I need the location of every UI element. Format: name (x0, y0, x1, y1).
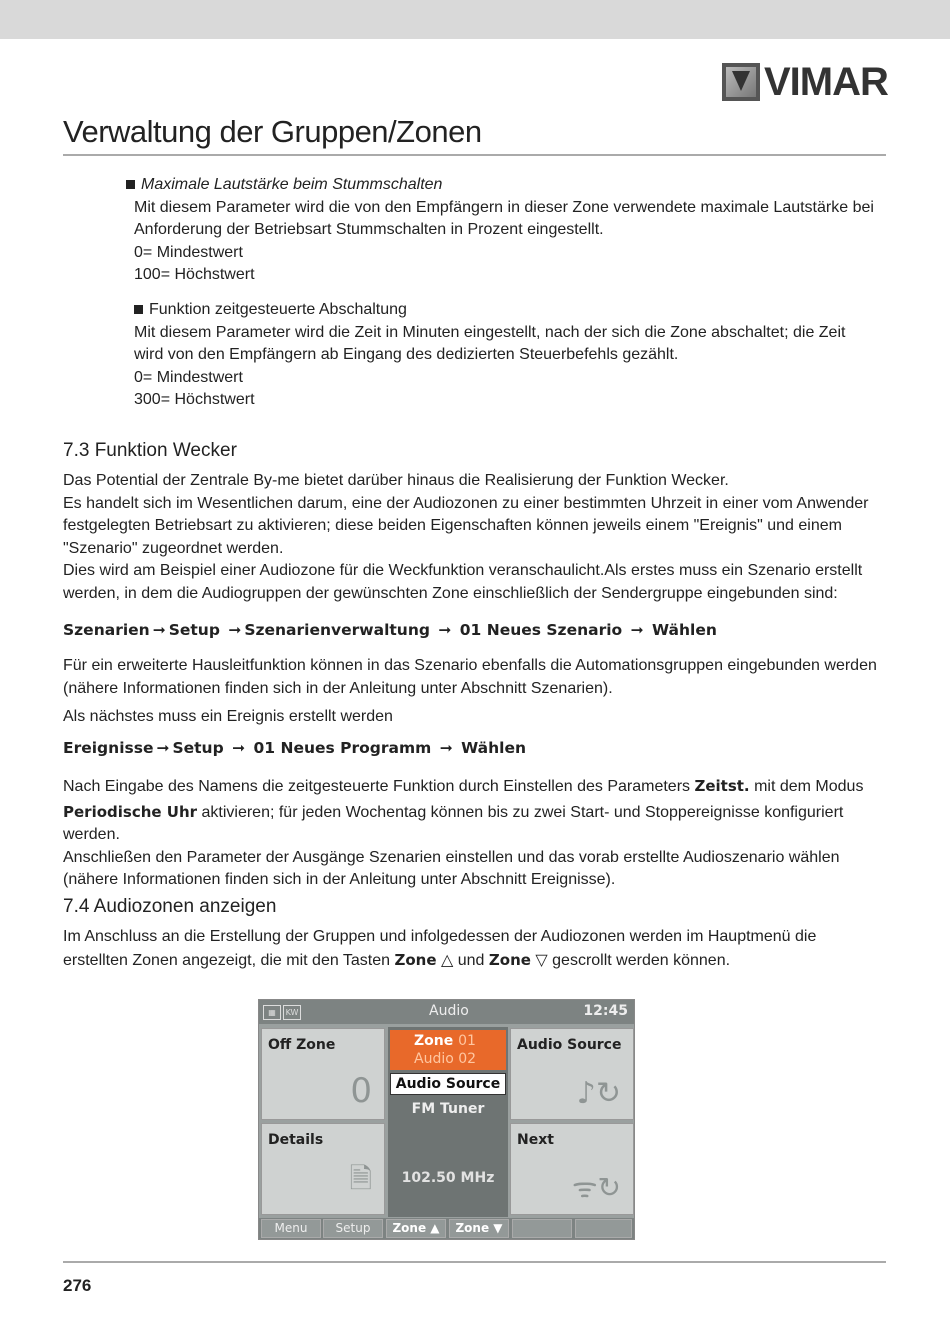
vimar-logo-icon (722, 63, 760, 101)
text-run: mit dem Modus (749, 778, 864, 795)
zone-number: 01 (458, 1033, 476, 1049)
text-run: die mit den Tasten (260, 951, 395, 969)
paragraph: Für ein erweiterte Hausleitfunktion können in das Szenario ebenfalls die Automationsgruppen eingebunden werden (nähere Informationen finden sich in der Anleitung unter Abschnitt Szenarien). (63, 657, 877, 697)
triangle-up-icon: △ (440, 951, 454, 969)
max-volume-min: 0= Mindestwert (134, 243, 243, 261)
text-run: gescrollt werden können. (547, 951, 731, 969)
zone-key: Zone (394, 950, 437, 969)
path-step: Wählen (461, 739, 526, 757)
text-run: aktivieren; für jeden Wochentag können bis zu zwei Start- und Stoppereignisse konfiguriert werden. (63, 803, 844, 843)
footer-divider (63, 1261, 886, 1263)
audio-source-tile[interactable] (510, 1028, 634, 1120)
zone-selector[interactable] (390, 1030, 506, 1070)
text-run: Im Anschluss an die Erstellung der Gruppen und infolgedessen der Audiozonen werden im Hauptmenü die erstellten Zonen angezeigt, (63, 928, 817, 969)
softkey-empty[interactable] (512, 1219, 572, 1238)
softkey-menu[interactable]: Menu (261, 1219, 321, 1238)
path-step: Setup (172, 739, 224, 757)
arrow-right-icon: ➞ (156, 739, 170, 757)
section-7-3-heading: 7.3 Funktion Wecker (63, 440, 237, 461)
menu-path-events (63, 739, 526, 757)
arrow-right-icon: ➞ (438, 621, 452, 639)
vimar-logo (722, 59, 888, 104)
softkey-zone-up[interactable]: Zone ▲ (386, 1219, 446, 1238)
zone-current (414, 1033, 476, 1049)
zone-panel (388, 1027, 508, 1217)
max-volume-section (134, 174, 879, 287)
path-step: Setup (168, 621, 220, 639)
timed-off-min: 0= Mindestwert (134, 368, 243, 386)
tile-label: Next (517, 1132, 554, 1148)
tile-label: Details (268, 1132, 324, 1148)
device-screen (258, 999, 635, 1240)
bullet-icon (126, 180, 135, 189)
grid-icon: ▦ (263, 1005, 281, 1020)
bullet-icon (134, 305, 143, 314)
timed-off-heading: Funktion zeitgesteuerte Abschaltung (149, 301, 407, 318)
kw-icon: KW (283, 1005, 301, 1020)
arrow-right-icon: ➞ (232, 739, 246, 757)
max-volume-text: Mit diesem Parameter wird die von den Empfängern in dieser Zone verwendete maximale Lautstärke bei Anforderung der Betriebsart Stummschalten in Prozent eingestellt. (134, 198, 874, 238)
tuner-frequency: 102.50 MHz (401, 1170, 495, 1186)
triangle-down-icon: ▽ (535, 951, 548, 969)
paragraph (63, 801, 878, 847)
section-7-3-text (63, 470, 878, 605)
timed-off-text: Mit diesem Parameter wird die Zeit in Minuten eingestellt, nach der sich die Zone abschaltet; die Zeit wird von den Empfängern ab Eingang des dedizierten Steuerbefehls gezählt. (134, 323, 846, 363)
top-bar (0, 0, 950, 39)
timed-off-max: 300= Höchstwert (134, 391, 255, 408)
paragraph: Anschließen den Parameter der Ausgänge Szenarien einstellen und das vorab erstellte Audioszenario wählen (nähere Informationen finden sich in der Anleitung unter Abschnitt Ereignisse). (63, 848, 840, 888)
timed-off-section (134, 299, 879, 412)
next-tile[interactable] (510, 1123, 634, 1215)
text-run: Nach Eingabe des Namens die zeitgesteuerte Funktion durch Einstellen des Parameters (63, 778, 695, 795)
zero-icon: 0 (350, 1071, 372, 1111)
path-step: Szenarienverwaltung (244, 621, 430, 639)
mode-name: Periodische Uhr (63, 802, 198, 821)
details-tile[interactable] (261, 1123, 385, 1215)
music-note-icon: ♪↻ (576, 1076, 621, 1111)
selected-source[interactable]: Audio Source (390, 1073, 506, 1095)
screen-title: Audio (429, 1003, 469, 1019)
section-7-4-text (63, 926, 878, 972)
softkey-empty[interactable] (575, 1219, 632, 1238)
path-step: 01 Neues Programm (253, 739, 432, 757)
title-divider (63, 154, 886, 156)
arrow-right-icon: ➞ (630, 621, 644, 639)
path-step: Wählen (652, 621, 717, 639)
off-zone-tile[interactable] (261, 1028, 385, 1120)
paragraph: Es handelt sich im Wesentlichen darum, eine der Audiozonen zu einer bestimmten Uhrzeit in einer vom Anwender festgelegten Betriebsart zu aktivieren; diese beiden Eigenschaften können jeweils einem "Ereignis" und einem "Szenario" zugeordnet werden. (63, 494, 869, 557)
logo-text: VIMAR (764, 59, 888, 104)
menu-path-scenarios (63, 621, 717, 639)
section-7-4-heading: 7.4 Audiozonen anzeigen (63, 896, 277, 917)
antenna-icon: ᯤ↻ (571, 1171, 621, 1204)
tuner-name: FM Tuner (411, 1101, 485, 1117)
path-step: 01 Neues Szenario (459, 621, 623, 639)
paragraph: Das Potential der Zentrale By-me bietet darüber hinaus die Realisierung der Funktion Wecker. (63, 472, 729, 489)
zone-key: Zone (488, 950, 531, 969)
page-title: Verwaltung der Gruppen/Zonen (63, 114, 482, 149)
path-step: Szenarien (63, 621, 150, 639)
softkey-zone-down[interactable]: Zone ▼ (449, 1219, 509, 1238)
zone-next: Audio 02 (414, 1051, 477, 1067)
arrow-right-icon: ➞ (152, 621, 166, 639)
softkey-setup[interactable]: Setup (323, 1219, 383, 1238)
param-name: Zeitst. (694, 777, 750, 795)
screen-clock: 12:45 (583, 1003, 628, 1019)
paragraph: Als nächstes muss ein Ereignis erstellt werden (63, 708, 393, 725)
document-search-icon: 🗎 (349, 1162, 372, 1195)
paragraph (63, 775, 878, 799)
softkey-bar (259, 1218, 634, 1239)
section-7-3-text-3 (63, 775, 878, 892)
path-step: Ereignisse (63, 739, 154, 757)
page-number: 276 (63, 1276, 92, 1295)
tile-label: Audio Source (517, 1037, 622, 1053)
section-7-3-text-2 (63, 655, 878, 729)
screen-title-bar (259, 1000, 634, 1024)
arrow-right-icon: ➞ (228, 621, 242, 639)
max-volume-max: 100= Höchstwert (134, 266, 255, 283)
text-run: und (453, 951, 489, 969)
arrow-right-icon: ➞ (439, 739, 453, 757)
paragraph: Dies wird am Beispiel einer Audiozone für die Weckfunktion veranschaulicht.Als erstes muss ein Szenario erstellt werden, in dem die Audiogruppen der gewünschten Zone einschließlich der Sendergruppe eingebunden sind: (63, 562, 863, 602)
max-volume-heading: Maximale Lautstärke beim Stummschalten (141, 176, 443, 193)
zone-label: Zone (414, 1033, 454, 1049)
tile-label: Off Zone (268, 1037, 336, 1053)
